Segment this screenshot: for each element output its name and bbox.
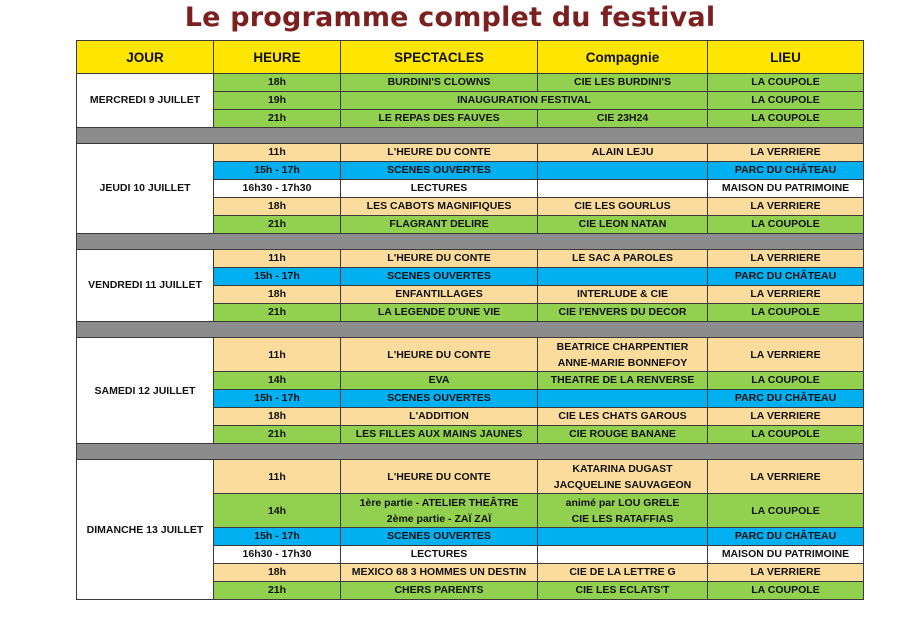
show-cell: L'HEURE DU CONTE (341, 250, 538, 268)
day-separator (77, 128, 864, 144)
show-cell: LA LEGENDE D'UNE VIE (341, 304, 538, 322)
day-separator (77, 234, 864, 250)
table-row (77, 338, 864, 372)
time-cell: 11h (214, 144, 341, 162)
company-cell-line-1: animé par LOU GRELE (565, 496, 680, 509)
company-cell (538, 338, 708, 372)
time-cell: 15h - 17h (214, 528, 341, 546)
schedule-body (77, 74, 864, 600)
show-cell: L'HEURE DU CONTE (341, 144, 538, 162)
show-cell: SCENES OUVERTES (341, 162, 538, 180)
day-cell: DIMANCHE 13 JUILLET (77, 460, 214, 600)
time-cell: 21h (214, 216, 341, 234)
company-cell-line-2: CIE LES RATAFFIAS (571, 512, 674, 525)
show-cell-line-2: 2ème partie - ZAÏ ZAÏ (386, 512, 492, 525)
place-cell: PARC DU CHÂTEAU (708, 390, 864, 408)
show-cell: LES CABOTS MAGNIFIQUES (341, 198, 538, 216)
place-cell: PARC DU CHÂTEAU (708, 528, 864, 546)
company-cell-line-2: JACQUELINE SAUVAGEON (553, 478, 692, 491)
show-cell: LECTURES (341, 546, 538, 564)
place-cell: LA VERRIERE (708, 144, 864, 162)
column-header-heure: HEURE (214, 41, 341, 74)
place-cell: LA VERRIERE (708, 460, 864, 494)
day-cell: JEUDI 10 JUILLET (77, 144, 214, 234)
time-cell: 11h (214, 338, 341, 372)
show-cell: L'HEURE DU CONTE (341, 338, 538, 372)
day-separator (77, 322, 864, 338)
column-header-spectacles: SPECTACLES (341, 41, 538, 74)
time-cell: 21h (214, 110, 341, 128)
company-cell: INTERLUDE & CIE (538, 286, 708, 304)
place-cell: LA VERRIERE (708, 198, 864, 216)
company-cell: LE SAC A PAROLES (538, 250, 708, 268)
show-cell-line-1: 1ère partie - ATELIER THEÂTRE (359, 496, 519, 509)
company-cell (538, 546, 708, 564)
place-cell: LA VERRIERE (708, 286, 864, 304)
show-cell: ENFANTILLAGES (341, 286, 538, 304)
page-title: Le programme complet du festival (184, 2, 716, 33)
company-cell (538, 268, 708, 286)
time-cell: 18h (214, 408, 341, 426)
place-cell: MAISON DU PATRIMOINE (708, 180, 864, 198)
place-cell: MAISON DU PATRIMOINE (708, 546, 864, 564)
table-header-row (77, 41, 864, 74)
company-cell: THEATRE DE LA RENVERSE (538, 372, 708, 390)
time-cell: 11h (214, 460, 341, 494)
separator-band (77, 234, 864, 250)
show-cell: LE REPAS DES FAUVES (341, 110, 538, 128)
place-cell: LA COUPOLE (708, 74, 864, 92)
show-cell: BURDINI'S CLOWNS (341, 74, 538, 92)
place-cell: LA COUPOLE (708, 110, 864, 128)
company-cell-line-2: ANNE-MARIE BONNEFOY (557, 356, 688, 369)
table-row (77, 144, 864, 162)
show-cell (341, 494, 538, 528)
time-cell: 16h30 - 17h30 (214, 180, 341, 198)
place-cell: LA VERRIERE (708, 564, 864, 582)
time-cell: 14h (214, 494, 341, 528)
festival-schedule-table (76, 40, 864, 600)
time-cell: 14h (214, 372, 341, 390)
time-cell: 18h (214, 564, 341, 582)
column-header-jour: JOUR (77, 41, 214, 74)
show-cell: EVA (341, 372, 538, 390)
place-cell: LA COUPOLE (708, 216, 864, 234)
show-cell: MEXICO 68 3 HOMMES UN DESTIN (341, 564, 538, 582)
day-cell: VENDREDI 11 JUILLET (77, 250, 214, 322)
time-cell: 21h (214, 582, 341, 600)
place-cell: LA VERRIERE (708, 408, 864, 426)
show-cell: SCENES OUVERTES (341, 528, 538, 546)
company-cell (538, 390, 708, 408)
place-cell: LA COUPOLE (708, 494, 864, 528)
company-cell (538, 494, 708, 528)
company-cell (538, 180, 708, 198)
show-cell: LES FILLES AUX MAINS JAUNES (341, 426, 538, 444)
company-cell: CIE LES GOURLUS (538, 198, 708, 216)
show-cell: L'ADDITION (341, 408, 538, 426)
company-cell: CIE LEON NATAN (538, 216, 708, 234)
day-separator (77, 444, 864, 460)
company-cell: CIE DE LA LETTRE G (538, 564, 708, 582)
company-cell (538, 460, 708, 494)
place-cell: LA COUPOLE (708, 582, 864, 600)
column-header-lieu: LIEU (708, 41, 864, 74)
show-cell: INAUGURATION FESTIVAL (341, 92, 708, 110)
show-cell: LECTURES (341, 180, 538, 198)
time-cell: 21h (214, 426, 341, 444)
place-cell: LA COUPOLE (708, 426, 864, 444)
show-cell: SCENES OUVERTES (341, 390, 538, 408)
time-cell: 19h (214, 92, 341, 110)
time-cell: 15h - 17h (214, 268, 341, 286)
company-cell: ALAIN LEJU (538, 144, 708, 162)
table-row (77, 460, 864, 494)
time-cell: 18h (214, 198, 341, 216)
place-cell: PARC DU CHÂTEAU (708, 162, 864, 180)
show-cell: CHERS PARENTS (341, 582, 538, 600)
time-cell: 18h (214, 74, 341, 92)
place-cell: LA VERRIERE (708, 338, 864, 372)
day-cell: MERCREDI 9 JUILLET (77, 74, 214, 128)
company-cell: CIE LES CHATS GAROUS (538, 408, 708, 426)
place-cell: LA VERRIERE (708, 250, 864, 268)
place-cell: PARC DU CHÂTEAU (708, 268, 864, 286)
company-cell: CIE 23H24 (538, 110, 708, 128)
show-cell: SCENES OUVERTES (341, 268, 538, 286)
company-cell: CIE ROUGE BANANE (538, 426, 708, 444)
time-cell: 15h - 17h (214, 390, 341, 408)
separator-band (77, 322, 864, 338)
show-cell: L'HEURE DU CONTE (341, 460, 538, 494)
time-cell: 18h (214, 286, 341, 304)
time-cell: 16h30 - 17h30 (214, 546, 341, 564)
company-cell: CIE LES ECLATS'T (538, 582, 708, 600)
place-cell: LA COUPOLE (708, 372, 864, 390)
table-row (77, 74, 864, 92)
company-cell-line-1: BEATRICE CHARPENTIER (556, 340, 689, 353)
time-cell: 15h - 17h (214, 162, 341, 180)
separator-band (77, 128, 864, 144)
company-cell: CIE LES BURDINI'S (538, 74, 708, 92)
table-row (77, 250, 864, 268)
day-cell: SAMEDI 12 JUILLET (77, 338, 214, 444)
show-cell: FLAGRANT DELIRE (341, 216, 538, 234)
time-cell: 11h (214, 250, 341, 268)
company-cell-line-1: KATARINA DUGAST (572, 462, 673, 475)
company-cell: CIE l'ENVERS DU DECOR (538, 304, 708, 322)
column-header-compagnie: Compagnie (538, 41, 708, 74)
place-cell: LA COUPOLE (708, 304, 864, 322)
separator-band (77, 444, 864, 460)
company-cell (538, 162, 708, 180)
time-cell: 21h (214, 304, 341, 322)
company-cell (538, 528, 708, 546)
place-cell: LA COUPOLE (708, 92, 864, 110)
